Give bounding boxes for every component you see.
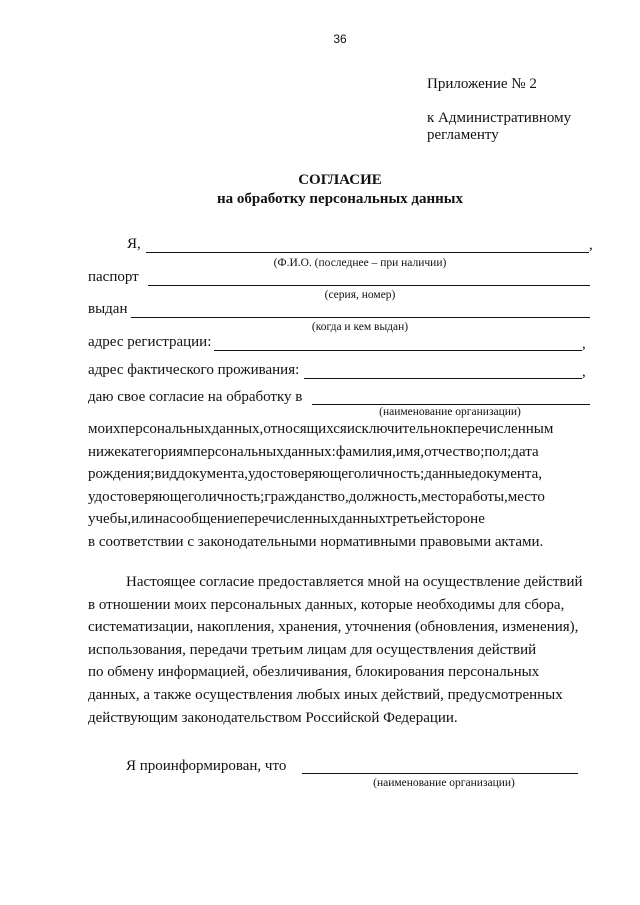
actual-trailing-comma: ,	[582, 364, 586, 380]
registration-address-field[interactable]	[214, 350, 582, 351]
fio-caption: (Ф.И.О. (последнее – при наличии)	[273, 257, 447, 269]
paragraph-line	[88, 418, 592, 441]
paragraph-line	[88, 441, 592, 464]
word: моих	[88, 421, 121, 437]
word: личность;	[201, 488, 265, 505]
paragraph-line	[88, 486, 592, 509]
line-text: действующим законодательством Российской Федерации.	[88, 709, 458, 726]
word: к	[445, 421, 453, 437]
paragraph-line	[88, 531, 592, 554]
ya-label: Я,	[127, 236, 141, 252]
word: место	[507, 488, 545, 505]
word: отчество;	[424, 443, 485, 460]
word: данных	[338, 511, 386, 528]
line-text: в отношении моих персональных данных, которые необходимы для сбора,	[88, 596, 565, 613]
word: данные	[424, 466, 472, 483]
document-subtitle: на обработку персональных данных	[217, 191, 463, 207]
appendix-reference-line1: к Административному	[427, 110, 572, 126]
registration-address-label: адрес регистрации:	[88, 334, 212, 350]
purpose-paragraph	[88, 571, 592, 729]
informed-organization-caption: (наименование организации)	[373, 777, 515, 789]
informed-label: Я проинформирован, что	[126, 758, 287, 774]
line-text: использования, передачи третьим лицам для осуществления действий	[88, 641, 537, 658]
word: сообщение	[169, 511, 240, 528]
appendix-reference-line2: регламенту	[427, 127, 499, 143]
actual-address-field[interactable]	[304, 378, 582, 379]
paragraph-line	[88, 594, 592, 617]
word: место	[421, 488, 459, 505]
page-number: 36	[333, 32, 347, 46]
word: категориям	[120, 443, 193, 460]
registration-trailing-comma: ,	[582, 336, 586, 352]
word: стороне	[434, 511, 485, 528]
word: персональных	[120, 421, 212, 437]
appendix-number: Приложение № 2	[427, 76, 537, 92]
word: исключительно	[346, 421, 446, 437]
paragraph-line	[88, 508, 592, 531]
word: удостоверяющего	[88, 488, 202, 505]
word: данных:	[283, 443, 336, 460]
word: рождения;	[88, 466, 155, 483]
word: или	[131, 511, 155, 528]
paragraph-line	[88, 707, 592, 730]
paragraph-line	[88, 661, 592, 684]
issued-label: выдан	[88, 301, 128, 317]
word: ниже	[88, 443, 121, 460]
word: дата	[511, 443, 539, 460]
consent-label: даю свое согласие на обработку в	[88, 389, 303, 405]
word: фамилия,	[335, 443, 396, 460]
word: имя,	[395, 443, 425, 460]
word: документа,	[177, 466, 248, 483]
line-text: Настоящее согласие предоставляется мной на осуществление действий	[126, 574, 583, 590]
word: перечисленных	[239, 511, 339, 528]
word: данных,	[211, 421, 264, 437]
word: документа,	[471, 466, 543, 483]
line-text: систематизации, накопления, хранения, уточнения (обновления, изменения),	[88, 619, 579, 636]
document-title: СОГЛАСИЕ	[298, 172, 382, 188]
fio-trailing-comma: ,	[589, 237, 593, 253]
passport-field[interactable]	[148, 285, 590, 286]
paragraph-line	[88, 463, 592, 486]
passport-label: паспорт	[88, 269, 139, 285]
paragraph-line	[88, 639, 592, 662]
paragraph-line	[88, 684, 592, 707]
informed-organization-field[interactable]	[302, 773, 578, 774]
line-text: в соответствии с законодательными нормативными правовыми актами.	[88, 533, 544, 550]
issued-field[interactable]	[131, 317, 590, 318]
line-text: данных, а также осуществления любых иных действий, предусмотренных	[88, 686, 563, 703]
paragraph-line	[88, 616, 592, 639]
issued-caption: (когда и кем выдан)	[311, 321, 409, 333]
word: работы,	[458, 488, 508, 505]
organization-caption: (наименование организации)	[379, 406, 521, 418]
word: перечисленным	[452, 421, 554, 437]
word: третьей	[385, 511, 435, 528]
word: пол;	[484, 443, 512, 460]
word: должность,	[348, 488, 422, 505]
word: персональных	[192, 443, 284, 460]
word: личность;	[361, 466, 425, 483]
consent-paragraph	[88, 418, 592, 554]
passport-caption: (серия, номер)	[324, 289, 396, 301]
line-text: по обмену информацией, обезличивания, блокирования персональных	[88, 664, 540, 681]
word: гражданство,	[264, 488, 349, 505]
actual-address-label: адрес фактического проживания:	[88, 362, 300, 378]
word: удостоверяющего	[248, 466, 362, 483]
paragraph-line	[88, 571, 592, 594]
fio-field[interactable]	[146, 252, 589, 253]
word: относящихся	[263, 421, 347, 437]
word: учебы,	[88, 511, 132, 528]
word: вид	[154, 466, 178, 483]
word: на	[154, 511, 170, 528]
